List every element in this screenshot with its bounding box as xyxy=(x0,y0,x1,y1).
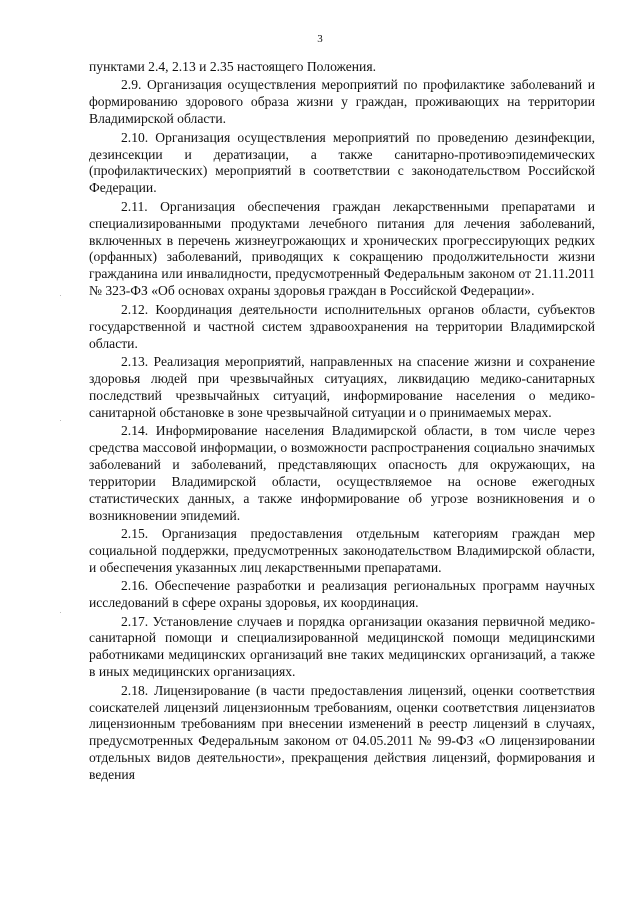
page-number: 3 xyxy=(317,33,323,45)
paragraph-2-16: 2.16. Обеспечение разработки и реализация региональных программ научных исследований в сфере охраны здоровья, их координация. xyxy=(89,578,595,611)
paragraph-2-17: 2.17. Установление случаев и порядка организации оказания первичной медико-санитарной помощи и специализированной медицинской помощи медицинскими работниками медицинских организаций вне таких медицинских организаций, а также в иных медицинских организациях. xyxy=(89,613,595,680)
margin-speck xyxy=(60,612,61,613)
margin-speck xyxy=(60,420,61,421)
paragraph-2-18: 2.18. Лицензирование (в части предоставления лицензий, оценки соответствия соискателей лицензий лицензионным требованиям, оценки соответствия лицензиатов лицензионным требованиям при внесении изменений в реестр лицензий в случаях, предусмотренных Федеральным законом от 04.05.2011 № 99-ФЗ «О лицензировании отдельных видов деятельности», прекращения действия лицензий, формирования и ведения xyxy=(89,682,595,783)
paragraph-2-12: 2.12. Координация деятельности исполнительных органов области, субъектов государственной и частной систем здравоохранения на территории Владимирской области. xyxy=(89,301,595,351)
paragraph-2-14: 2.14. Информирование населения Владимирской области, в том числе через средства массовой информации, о возможности распространения социально значимых заболеваний и заболеваний, представляющих опасность для окружающих, на территории Владимирской области, осуществляемое на основе ежегодных статистических данных, а также информирование об угрозе возникновения и о возникновении эпидемий. xyxy=(89,423,595,523)
margin-speck xyxy=(60,295,61,296)
document-body xyxy=(89,59,595,786)
paragraph-2-9: 2.9. Организация осуществления мероприятий по профилактике заболеваний и формированию здорового образа жизни у граждан, проживающих на территории Владимирской области. xyxy=(89,77,595,127)
paragraph-continuation: пунктами 2.4, 2.13 и 2.35 настоящего Положения. xyxy=(89,59,376,74)
paragraph-2-10: 2.10. Организация осуществления мероприятий по проведению дезинфекции, дезинсекции и дератизации, а также санитарно-противоэпидемических (профилактических) мероприятий в соответствии с законодательством Российской Федерации. xyxy=(89,129,595,196)
paragraph-2-13: 2.13. Реализация мероприятий, направленных на спасение жизни и сохранение здоровья людей при чрезвычайных ситуациях, ликвидацию медико-санитарных последствий чрезвычайных ситуаций, информирование населения о медико-санитарной обстановке в зоне чрезвычайной ситуации и о принимаемых мерах. xyxy=(89,353,595,420)
paragraph-2-11: 2.11. Организация обеспечения граждан лекарственными препаратами и специализированными продуктами лечебного питания для лечения заболеваний, включенных в перечень жизнеугрожающих и хронических прогрессирующих редких (орфанных) заболеваний, приводящих к сокращению продолжительности жизни гражданина или инвалидности, предусмотренный Федеральным законом от 21.11.2011 № 323-ФЗ «Об основах охраны здоровья граждан в Российской Федерации». xyxy=(89,198,595,299)
paragraph-2-15: 2.15. Организация предоставления отдельным категориям граждан мер социальной поддержки, предусмотренных законодательством Владимирской области, и обеспечения указанных лиц лекарственными препаратами. xyxy=(89,525,595,575)
